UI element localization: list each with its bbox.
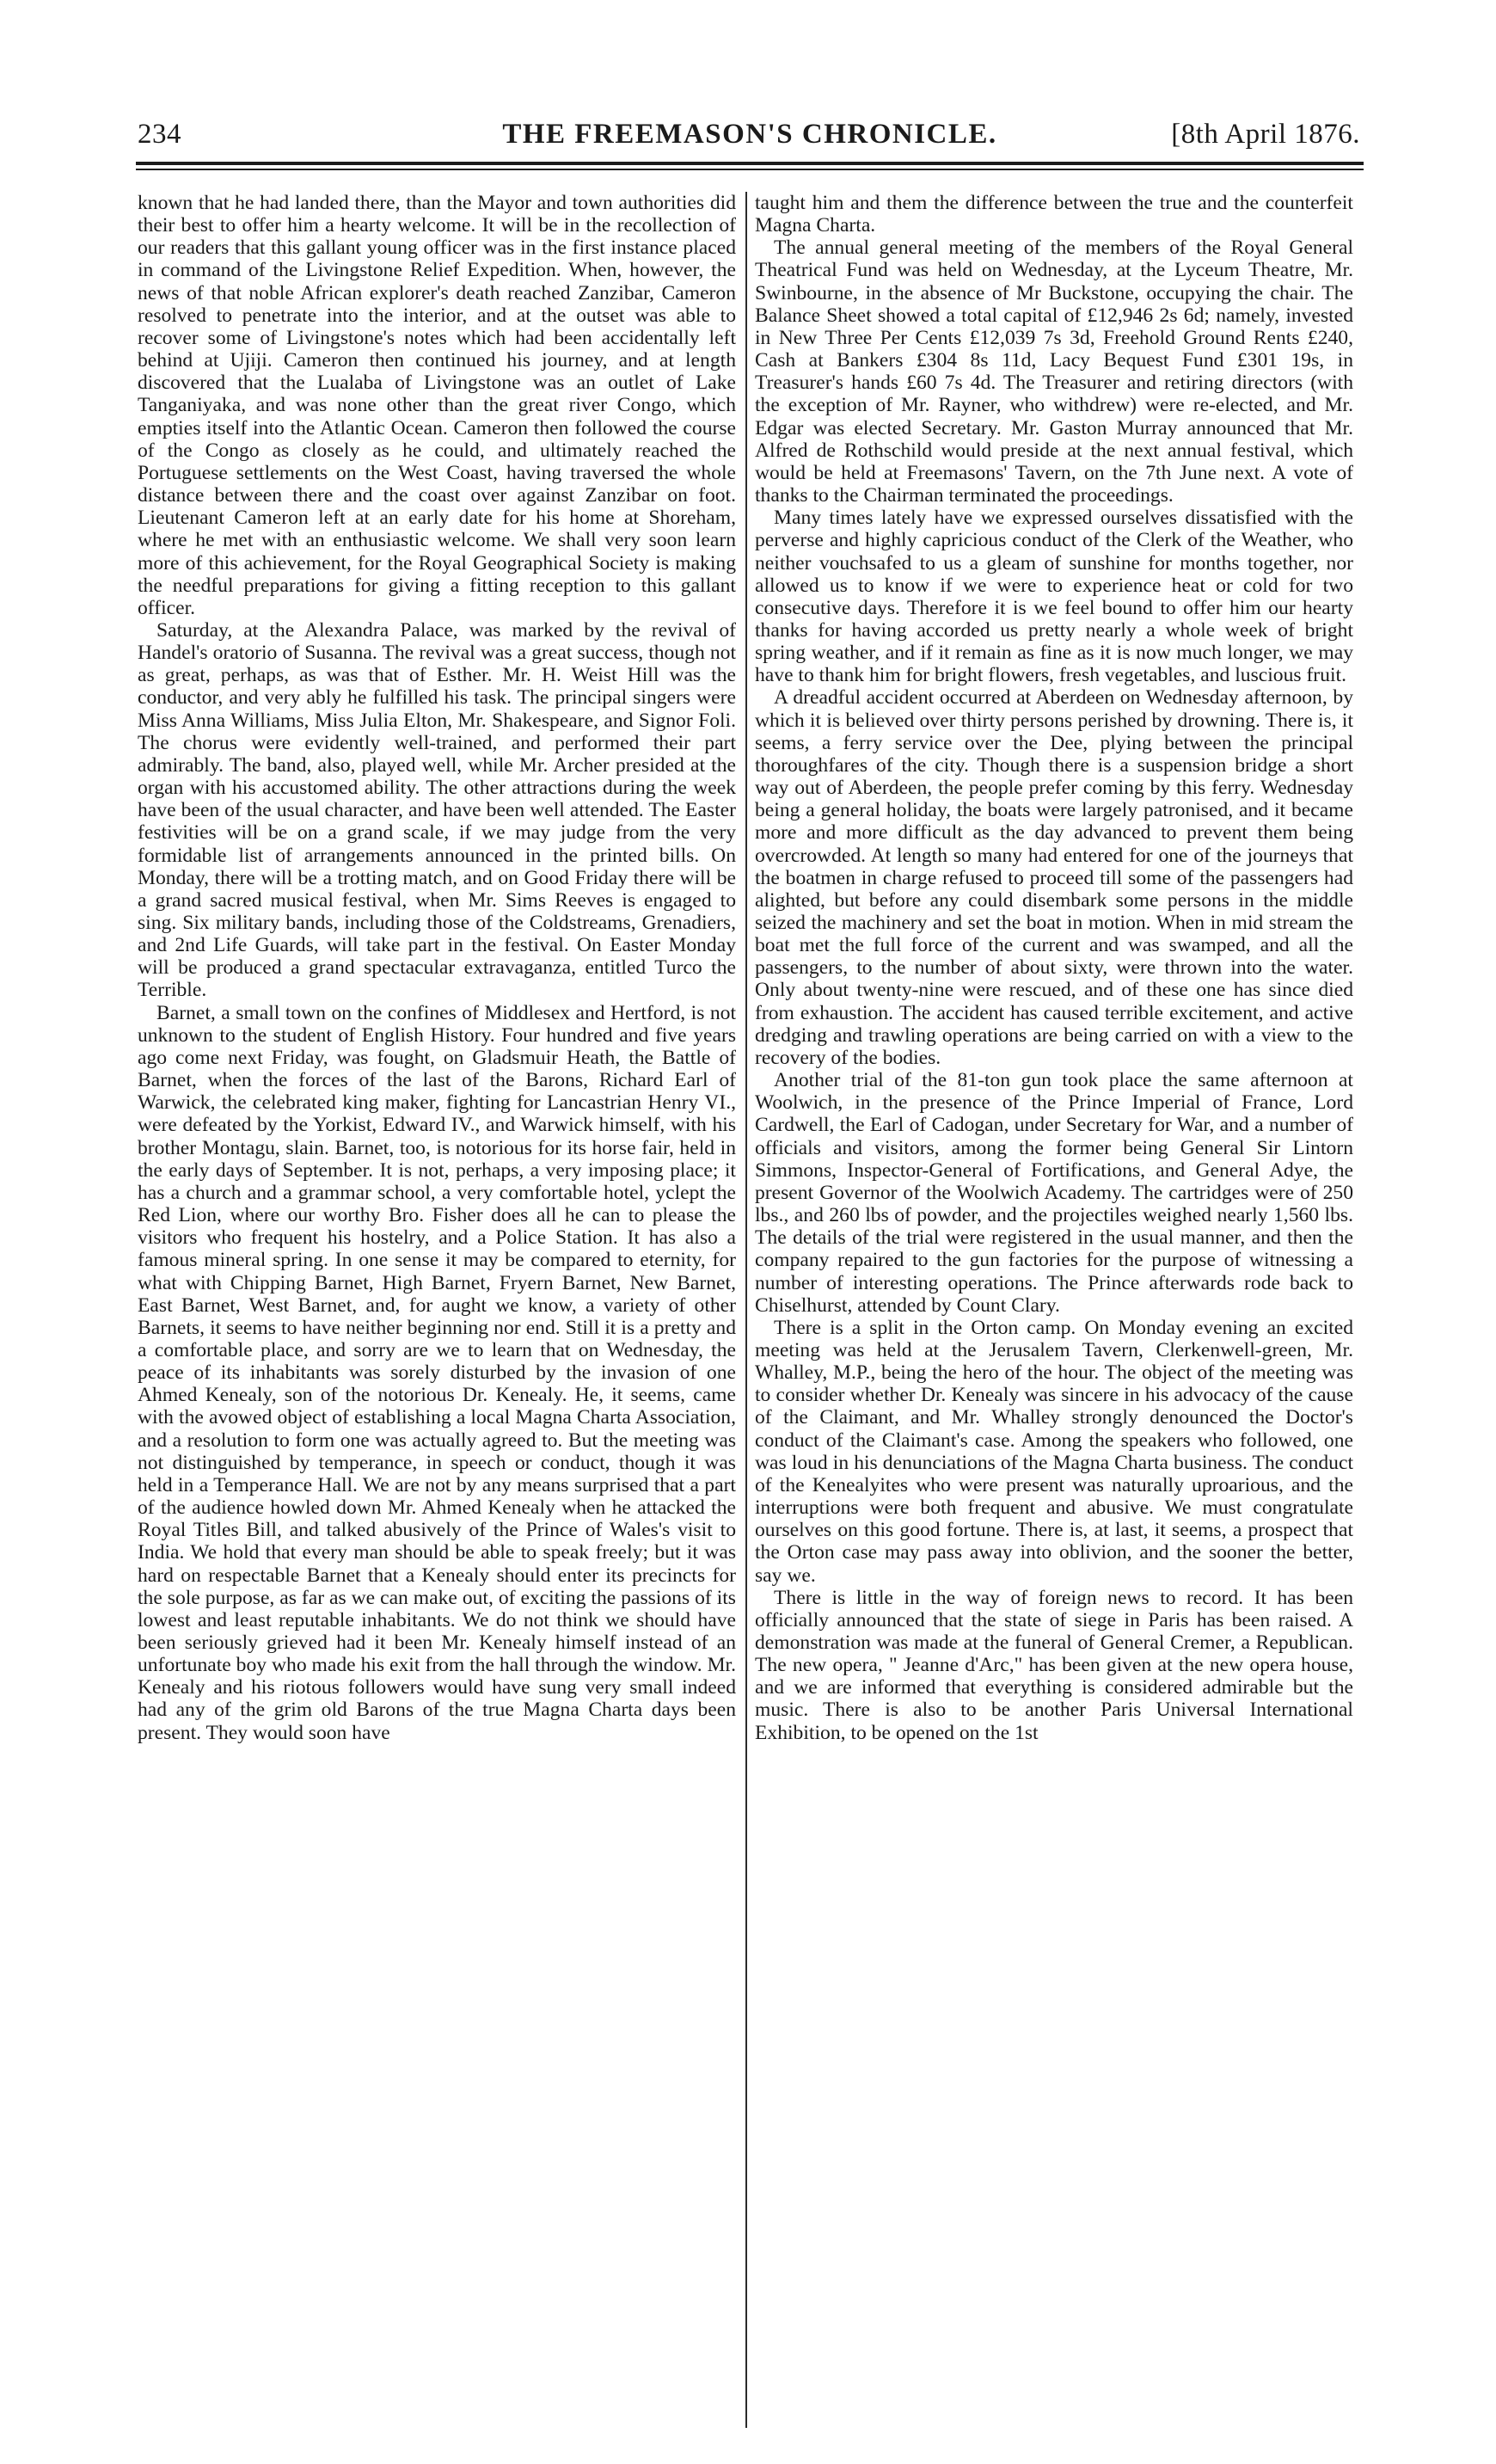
- paragraph-barnet: Barnet, a small town on the confines of Middlesex and Hertford, is not unknown to the student of English History. Four hundred and five years ago come next Friday, was fought, on Gladsmuir Heath, the Battle of Barnet, when the forces of the last of the Barons, Richard Earl of Warwick, the celebrated king maker, fighting for Lancastrian Henry VI., were defeated by the Yorkist, Edward IV., and Warwick himself, with his brother Montagu, slain. Barnet, too, is notorious for its horse fair, held in the early days of September. It is not, perhaps, a very imposing place; it has a church and a grammar school, a very comfortable hotel, yclept the Red Lion, where our worthy Bro. Fisher does all he can to please the visitors who frequent his hostelry, and a Police Station. It has also a famous mineral spring. In one sense it may be compared to eternity, for what with Chipping Barnet, High Barnet, Fryern Barnet, New Barnet, East Barnet, West Barnet, and, for aught we know, a variety of other Barnets, it seems to have neither beginning nor end. Still it is a pretty and a comfortable place, and sorry are we to learn that on Wednesday, the peace of its inhabitants was sorely disturbed by the invasion of one Ahmed Kenealy, son of the notorious Dr. Kenealy. He, it seems, came with the avowed object of establishing a local Magna Charta Association, and a resolution to form one was actually agreed to. But the meeting was not distinguished by temperance, in speech or conduct, though it was held in a Temperance Hall. We are not by any means surprised that a part of the audience howled down Mr. Ahmed Kenealy when he attacked the Royal Titles Bill, and talked abusively of the Prince of Wales's visit to India. We hold that every man should be able to speak freely; but it was hard on respectable Barnet that a Kenealy should enter its precincts for the sole purpose, as far as we can make out, of exciting the passions of its lowest and least reputable inhabitants. We do not think we should have been seriously grieved had it been Mr. Kenealy himself instead of an unfortunate boy who made his exit from the hall through the window. Mr. Kenealy and his riotous followers would have sung very small indeed had any of the grim old Barons of the true Magna Charta days been present. They would soon have: [138, 1001, 736, 1744]
- paragraph-aberdeen-accident: A dreadful accident occurred at Aberdeen on Wednesday afternoon, by which it is believed over thirty persons perished by drowning. There is, it seems, a ferry service over the Dee, plying between the principal thoroughfares of the city. Though there is a suspension bridge a short way out of Aberdeen, the people prefer coming by this ferry. Wednesday being a general holiday, the boats were largely patronised, and it became more and more difficult as the day advanced to prevent them being overcrowded. At length so many had entered for one of the journeys that the boatmen in charge refused to proceed till some of the passengers had alighted, but before any could disembark some persons in the middle seized the machinery and set the boat in motion. When in mid stream the boat met the full force of the current and was swamped, and all the passengers, to the number of about sixty, were thrown into the water. Only about twenty-nine were rescued, and of these one has since died from exhaustion. The accident has caused terrible excitement, and active dredging and trawling operations are being carried on with a view to the recovery of the bodies.: [755, 686, 1353, 1069]
- article-columns: [138, 192, 1362, 2445]
- left-column: [138, 192, 736, 2445]
- publication-title: THE FREEMASON'S CHRONICLE.: [502, 119, 997, 150]
- paragraph-foreign-news: There is little in the way of foreign news to record. It has been officially announced that the state of siege in Paris has been raised. A demonstration was made at the funeral of General Cremer, a Republican. The new opera, " Jeanne d'Arc," has been given at the new opera house, and we are informed that everything is considered admirable but the music. There is also to be another Paris Universal International Exhibition, to be opened on the 1st: [755, 1586, 1353, 1744]
- paragraph-orton-camp: There is a split in the Orton camp. On Monday evening an excited meeting was held at the Jerusalem Tavern, Clerkenwell-green, Mr. Whalley, M.P., being the hero of the hour. The object of the meeting was to consider whether Dr. Kenealy was sincere in his advocacy of the cause of the Claimant, and Mr. Whalley strongly denounced the Doctor's conduct of the Claimant's case. Among the speakers who followed, one was loud in his denunciations of the Magna Charta business. The conduct of the Kenealyites who were present was naturally uproarious, and the interruptions were both frequent and abusive. We must congratulate ourselves on this good fortune. There is, at last, it seems, a prospect that the Orton case may pass away into oblivion, and the sooner the better, say we.: [755, 1316, 1353, 1587]
- page-number: 234: [138, 119, 181, 150]
- paragraph-woolwich-gun: Another trial of the 81-ton gun took place the same afternoon at Woolwich, in the presence of the Prince Imperial of France, Lord Cardwell, the Earl of Cadogan, under Secretary for War, and a number of officials and visitors, among the former being General Sir Lintorn Simmons, Inspector-General of Fortifications, and General Adye, the present Governor of the Woolwich Academy. The cartridges were of 250 lbs., and 260 lbs of powder, and the projectiles weighed nearly 1,560 lbs. The details of the trial were registered in the usual manner, and then the company repaired to the gun factories for the purpose of witnessing a number of interesting operations. The Prince afterwards rode back to Chiselhurst, attended by Count Clary.: [755, 1069, 1353, 1317]
- paragraph-cameron-welcome: known that he had landed there, than the Mayor and town authorities did their best to offer him a hearty welcome. It will be in the recollection of our readers that this gallant young officer was in the first instance placed in command of the Livingstone Relief Expedition. When, however, the news of that noble African explorer's death reached Zanzibar, Cameron resolved to penetrate into the interior, and at the outset was able to recover some of Livingstone's notes which had been accidentally left behind at Ujiji. Cameron then continued his journey, and at length discovered that the Lualaba of Livingstone was an outlet of Lake Tanganiyaka, and was none other than the great river Congo, which empties itself into the Atlantic Ocean. Cameron then followed the course of the Congo as closely as he could, and ultimately reached the Portuguese settlements on the West Coast, having traversed the whole distance between there and the coast over against Zanzibar on foot. Lieutenant Cameron left at an early date for his home at Shoreham, where he met with an enthusiastic welcome. We shall very soon learn more of this achievement, for the Royal Geographical Society is making the needful preparations for giving a fitting reception to this gallant officer.: [138, 192, 736, 619]
- paragraph-magna-charta-end: taught him and them the difference between the true and the counterfeit Magna Charta.: [755, 192, 1353, 237]
- running-header: [136, 117, 1364, 162]
- right-column: [755, 192, 1353, 2445]
- paragraph-alexandra-palace: Saturday, at the Alexandra Palace, was marked by the revival of Handel's oratorio of Susanna. The revival was a great success, though not as great, perhaps, as was that of Esther. Mr. H. Weist Hill was the conductor, and very ably he fulfilled his task. The principal singers were Miss Anna Williams, Miss Julia Elton, Mr. Shakespeare, and Signor Foli. The chorus were evidently well-trained, and performed their part admirably. The band, also, played well, while Mr. Archer presided at the organ with his accustomed ability. The other attractions during the week have been of the usual character, and have been well attended. The Easter festivities will be on a grand scale, if we may judge from the very formidable list of arrangements announced in the printed bills. On Monday, there will be a trotting match, and on Good Friday there will be a grand sacred musical festival, when Mr. Sims Reeves is engaged to sing. Six military bands, including those of the Coldstreams, Grenadiers, and 2nd Life Guards, will take part in the festival. On Easter Monday will be produced a grand spectacular extravaganza, entitled Turco the Terrible.: [138, 618, 736, 1002]
- header-rule-thick: [136, 162, 1364, 165]
- header-rule-thin: [136, 169, 1364, 170]
- paragraph-theatrical-fund: The annual general meeting of the members of the Royal General Theatrical Fund was held on Wednesday, at the Lyceum Theatre, Mr. Swinbourne, in the absence of Mr Buckstone, occupying the chair. The Balance Sheet showed a total capital of £12,946 2s 6d; namely, invested in New Three Per Cents £12,039 7s 3d, Freehold Ground Rents £240, Cash at Bankers £304 8s 11d, Lacy Bequest Fund £301 19s, in Treasurer's hands £60 7s 4d. The Treasurer and retiring directors (with the exception of Mr. Rayner, who withdrew) were re-elected, and Mr. Edgar was elected Secretary. Mr. Gaston Murray announced that Mr. Alfred de Rothschild would preside at the next annual festival, which would be held at Freemasons' Tavern, on the 7th June next. A vote of thanks to the Chairman terminated the proceedings.: [755, 237, 1353, 507]
- issue-date: [8th April 1876.: [1171, 119, 1360, 150]
- column-divider: [745, 192, 747, 2428]
- paragraph-weather: Many times lately have we expressed ourselves dissatisfied with the perverse and highly capricious conduct of the Clerk of the Weather, who neither vouchsafed to us a gleam of sunshine for months together, nor allowed us to know if we were to experience heat or cold for two consecutive days. Therefore it is we feel bound to offer him our hearty thanks for having accorded us pretty nearly a whole week of bright spring weather, and if it remain as fine as it is now much longer, we may have to thank him for bright flowers, fresh vegetables, and luscious fruit.: [755, 507, 1353, 687]
